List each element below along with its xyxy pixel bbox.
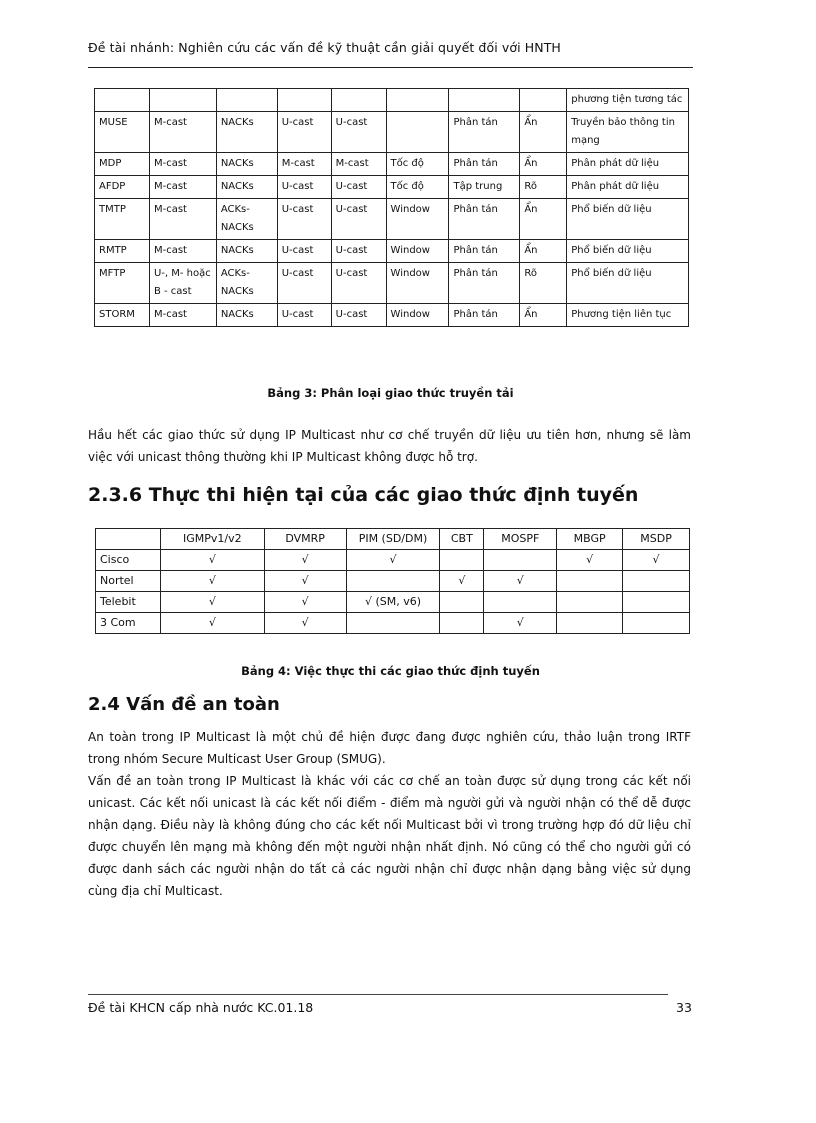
section-heading-2-4: 2.4 Vấn đề an toàn (88, 694, 280, 715)
table-cell: MUSE (95, 112, 150, 153)
table-cell: U-cast (331, 176, 386, 199)
table-cell: phương tiện tương tác (567, 89, 689, 112)
body-paragraph: Hầu hết các giao thức sử dụng IP Multicast như cơ chế truyền dữ liệu ưu tiên hơn, nhưng sẽ làm việc với unicast thông thường khi IP Multicast không được hỗ trợ. (88, 428, 691, 464)
table-row (96, 550, 690, 571)
table-3-caption: Bảng 3: Phân loại giao thức truyền tải (267, 386, 514, 400)
table-cell: NACKs (216, 112, 277, 153)
support-cell: √ (484, 571, 557, 592)
table-row (95, 263, 689, 304)
table-cell: ACKs-NACKs (216, 263, 277, 304)
table-cell (149, 89, 216, 112)
table-cell (95, 89, 150, 112)
table-cell: M-cast (331, 153, 386, 176)
support-cell: √ (SM, v6) (346, 592, 440, 613)
table-row (95, 304, 689, 327)
table-row (95, 89, 689, 112)
table-cell (520, 89, 567, 112)
table-cell: U-cast (331, 199, 386, 240)
table-cell: TMTP (95, 199, 150, 240)
body-paragraph: Vấn đề an toàn trong IP Multicast là khác với các cơ chế an toàn được sử dụng trong các kết nối unicast. Các kết nối unicast là các kết nối điểm - điểm mà người gửi và người nhận có thể dễ được nhận dạng. Điều này là không đúng cho các kết nối Multicast bởi vì trong trường hợp đó dữ liệu chỉ được chuyển lên mạng mà không đến một người nhận nhất định. Nó cũng có thể cho người gửi có được danh sách các người nhận do tất cả các người nhận chỉ được nhận dạng bằng việc sử dụng cùng địa chỉ Multicast. (88, 774, 691, 898)
table-cell (216, 89, 277, 112)
table-cell: U-, M- hoặc B - cast (149, 263, 216, 304)
table-cell: U-cast (331, 112, 386, 153)
support-cell (346, 571, 440, 592)
table-cell: Phổ biến dữ liệu (567, 199, 689, 240)
footer-text: Đề tài KHCN cấp nhà nước KC.01.18 (88, 1000, 314, 1015)
table-cell: U-cast (277, 176, 331, 199)
support-cell: √ (557, 550, 623, 571)
column-header: CBT (440, 529, 484, 550)
body-paragraph: An toàn trong IP Multicast là một chủ đề hiện được đang được nghiên cứu, thảo luận trong IRTF trong nhóm Secure Multicast User Group (SMUG). (88, 730, 691, 766)
table-cell: AFDP (95, 176, 150, 199)
support-cell: √ (484, 613, 557, 634)
support-cell (440, 550, 484, 571)
support-cell: √ (440, 571, 484, 592)
section-heading-2-3-6: 2.3.6 Thực thi hiện tại của các giao thức định tuyến (88, 484, 639, 506)
page-number: 33 (676, 1000, 692, 1015)
table-cell: M-cast (149, 304, 216, 327)
table-cell: Phân phát dữ liệu (567, 176, 689, 199)
column-header: MBGP (557, 529, 623, 550)
support-cell (623, 613, 690, 634)
vendor-cell: Telebit (96, 592, 161, 613)
table-cell: Phân tán (449, 263, 520, 304)
column-header (96, 529, 161, 550)
table-cell (449, 89, 520, 112)
table-4-caption: Bảng 4: Việc thực thi các giao thức định tuyến (241, 664, 540, 678)
support-cell (557, 613, 623, 634)
table-cell: NACKs (216, 176, 277, 199)
support-cell: √ (160, 550, 264, 571)
table-cell (386, 112, 449, 153)
table-row (96, 592, 690, 613)
support-cell (557, 571, 623, 592)
table-cell: U-cast (277, 199, 331, 240)
table-row (95, 240, 689, 263)
support-cell: √ (160, 592, 264, 613)
support-cell: √ (623, 550, 690, 571)
table-row (95, 199, 689, 240)
table-row (96, 613, 690, 634)
table-cell: Window (386, 199, 449, 240)
table-row (95, 112, 689, 153)
table-cell: Tốc độ (386, 153, 449, 176)
table-cell: ACKs-NACKs (216, 199, 277, 240)
support-cell: √ (160, 613, 264, 634)
table-cell: NACKs (216, 153, 277, 176)
support-cell (623, 592, 690, 613)
table-cell (386, 89, 449, 112)
table-cell: Phổ biến dữ liệu (567, 263, 689, 304)
support-cell (440, 613, 484, 634)
table-row (95, 176, 689, 199)
vendor-cell: 3 Com (96, 613, 161, 634)
running-header: Đề tài nhánh: Nghiên cứu các vấn đề kỹ thuật cần giải quyết đối với HNTH (88, 40, 561, 55)
table-cell: M-cast (149, 153, 216, 176)
support-cell: √ (160, 571, 264, 592)
table-cell: Ẩn (520, 240, 567, 263)
table-cell: Ẩn (520, 153, 567, 176)
table-row (96, 571, 690, 592)
table-cell: Phổ biến dữ liệu (567, 240, 689, 263)
table-header-row (96, 529, 690, 550)
table-cell: U-cast (277, 263, 331, 304)
vendor-cell: Cisco (96, 550, 161, 571)
support-cell: √ (264, 571, 346, 592)
table-cell: Tốc độ (386, 176, 449, 199)
support-cell (557, 592, 623, 613)
table-cell: Phân tán (449, 199, 520, 240)
table-cell: M-cast (149, 240, 216, 263)
table-cell: NACKs (216, 304, 277, 327)
table-cell: MFTP (95, 263, 150, 304)
header-divider (88, 67, 693, 68)
table-cell: STORM (95, 304, 150, 327)
support-cell (484, 592, 557, 613)
table-cell: Tập trung (449, 176, 520, 199)
support-cell (346, 613, 440, 634)
table-cell: Rõ (520, 176, 567, 199)
column-header: DVMRP (264, 529, 346, 550)
table-cell: Phân tán (449, 304, 520, 327)
table-cell: U-cast (277, 304, 331, 327)
table-cell: NACKs (216, 240, 277, 263)
column-header: MOSPF (484, 529, 557, 550)
table-cell: U-cast (331, 263, 386, 304)
table-cell: M-cast (149, 112, 216, 153)
transport-protocol-table (94, 88, 689, 327)
table-cell: Phân tán (449, 112, 520, 153)
table-cell: M-cast (277, 153, 331, 176)
support-cell (484, 550, 557, 571)
support-cell (440, 592, 484, 613)
support-cell: √ (346, 550, 440, 571)
table-cell: Phân phát dữ liệu (567, 153, 689, 176)
footer-divider (88, 994, 668, 995)
table-cell (277, 89, 331, 112)
table-cell: MDP (95, 153, 150, 176)
support-cell: √ (264, 613, 346, 634)
table-cell: U-cast (277, 240, 331, 263)
table-cell: Ẩn (520, 112, 567, 153)
support-cell (623, 571, 690, 592)
table-cell: Truyền bảo thông tin mạng (567, 112, 689, 153)
vendor-cell: Nortel (96, 571, 161, 592)
table-cell: Phân tán (449, 153, 520, 176)
column-header: MSDP (623, 529, 690, 550)
column-header: IGMPv1/v2 (160, 529, 264, 550)
table-cell: M-cast (149, 199, 216, 240)
table-cell: Window (386, 240, 449, 263)
table-cell (331, 89, 386, 112)
table-cell: Phương tiện liên tục (567, 304, 689, 327)
routing-protocol-table (95, 528, 690, 634)
support-cell: √ (264, 550, 346, 571)
table-cell: U-cast (331, 304, 386, 327)
table-cell: Ẩn (520, 304, 567, 327)
table-cell: Window (386, 263, 449, 304)
support-cell: √ (264, 592, 346, 613)
table-cell: Rõ (520, 263, 567, 304)
table-cell: Window (386, 304, 449, 327)
table-cell: RMTP (95, 240, 150, 263)
column-header: PIM (SD/DM) (346, 529, 440, 550)
table-cell: M-cast (149, 176, 216, 199)
table-cell: Ẩn (520, 199, 567, 240)
table-cell: U-cast (277, 112, 331, 153)
table-row (95, 153, 689, 176)
table-cell: Phân tán (449, 240, 520, 263)
table-cell: U-cast (331, 240, 386, 263)
